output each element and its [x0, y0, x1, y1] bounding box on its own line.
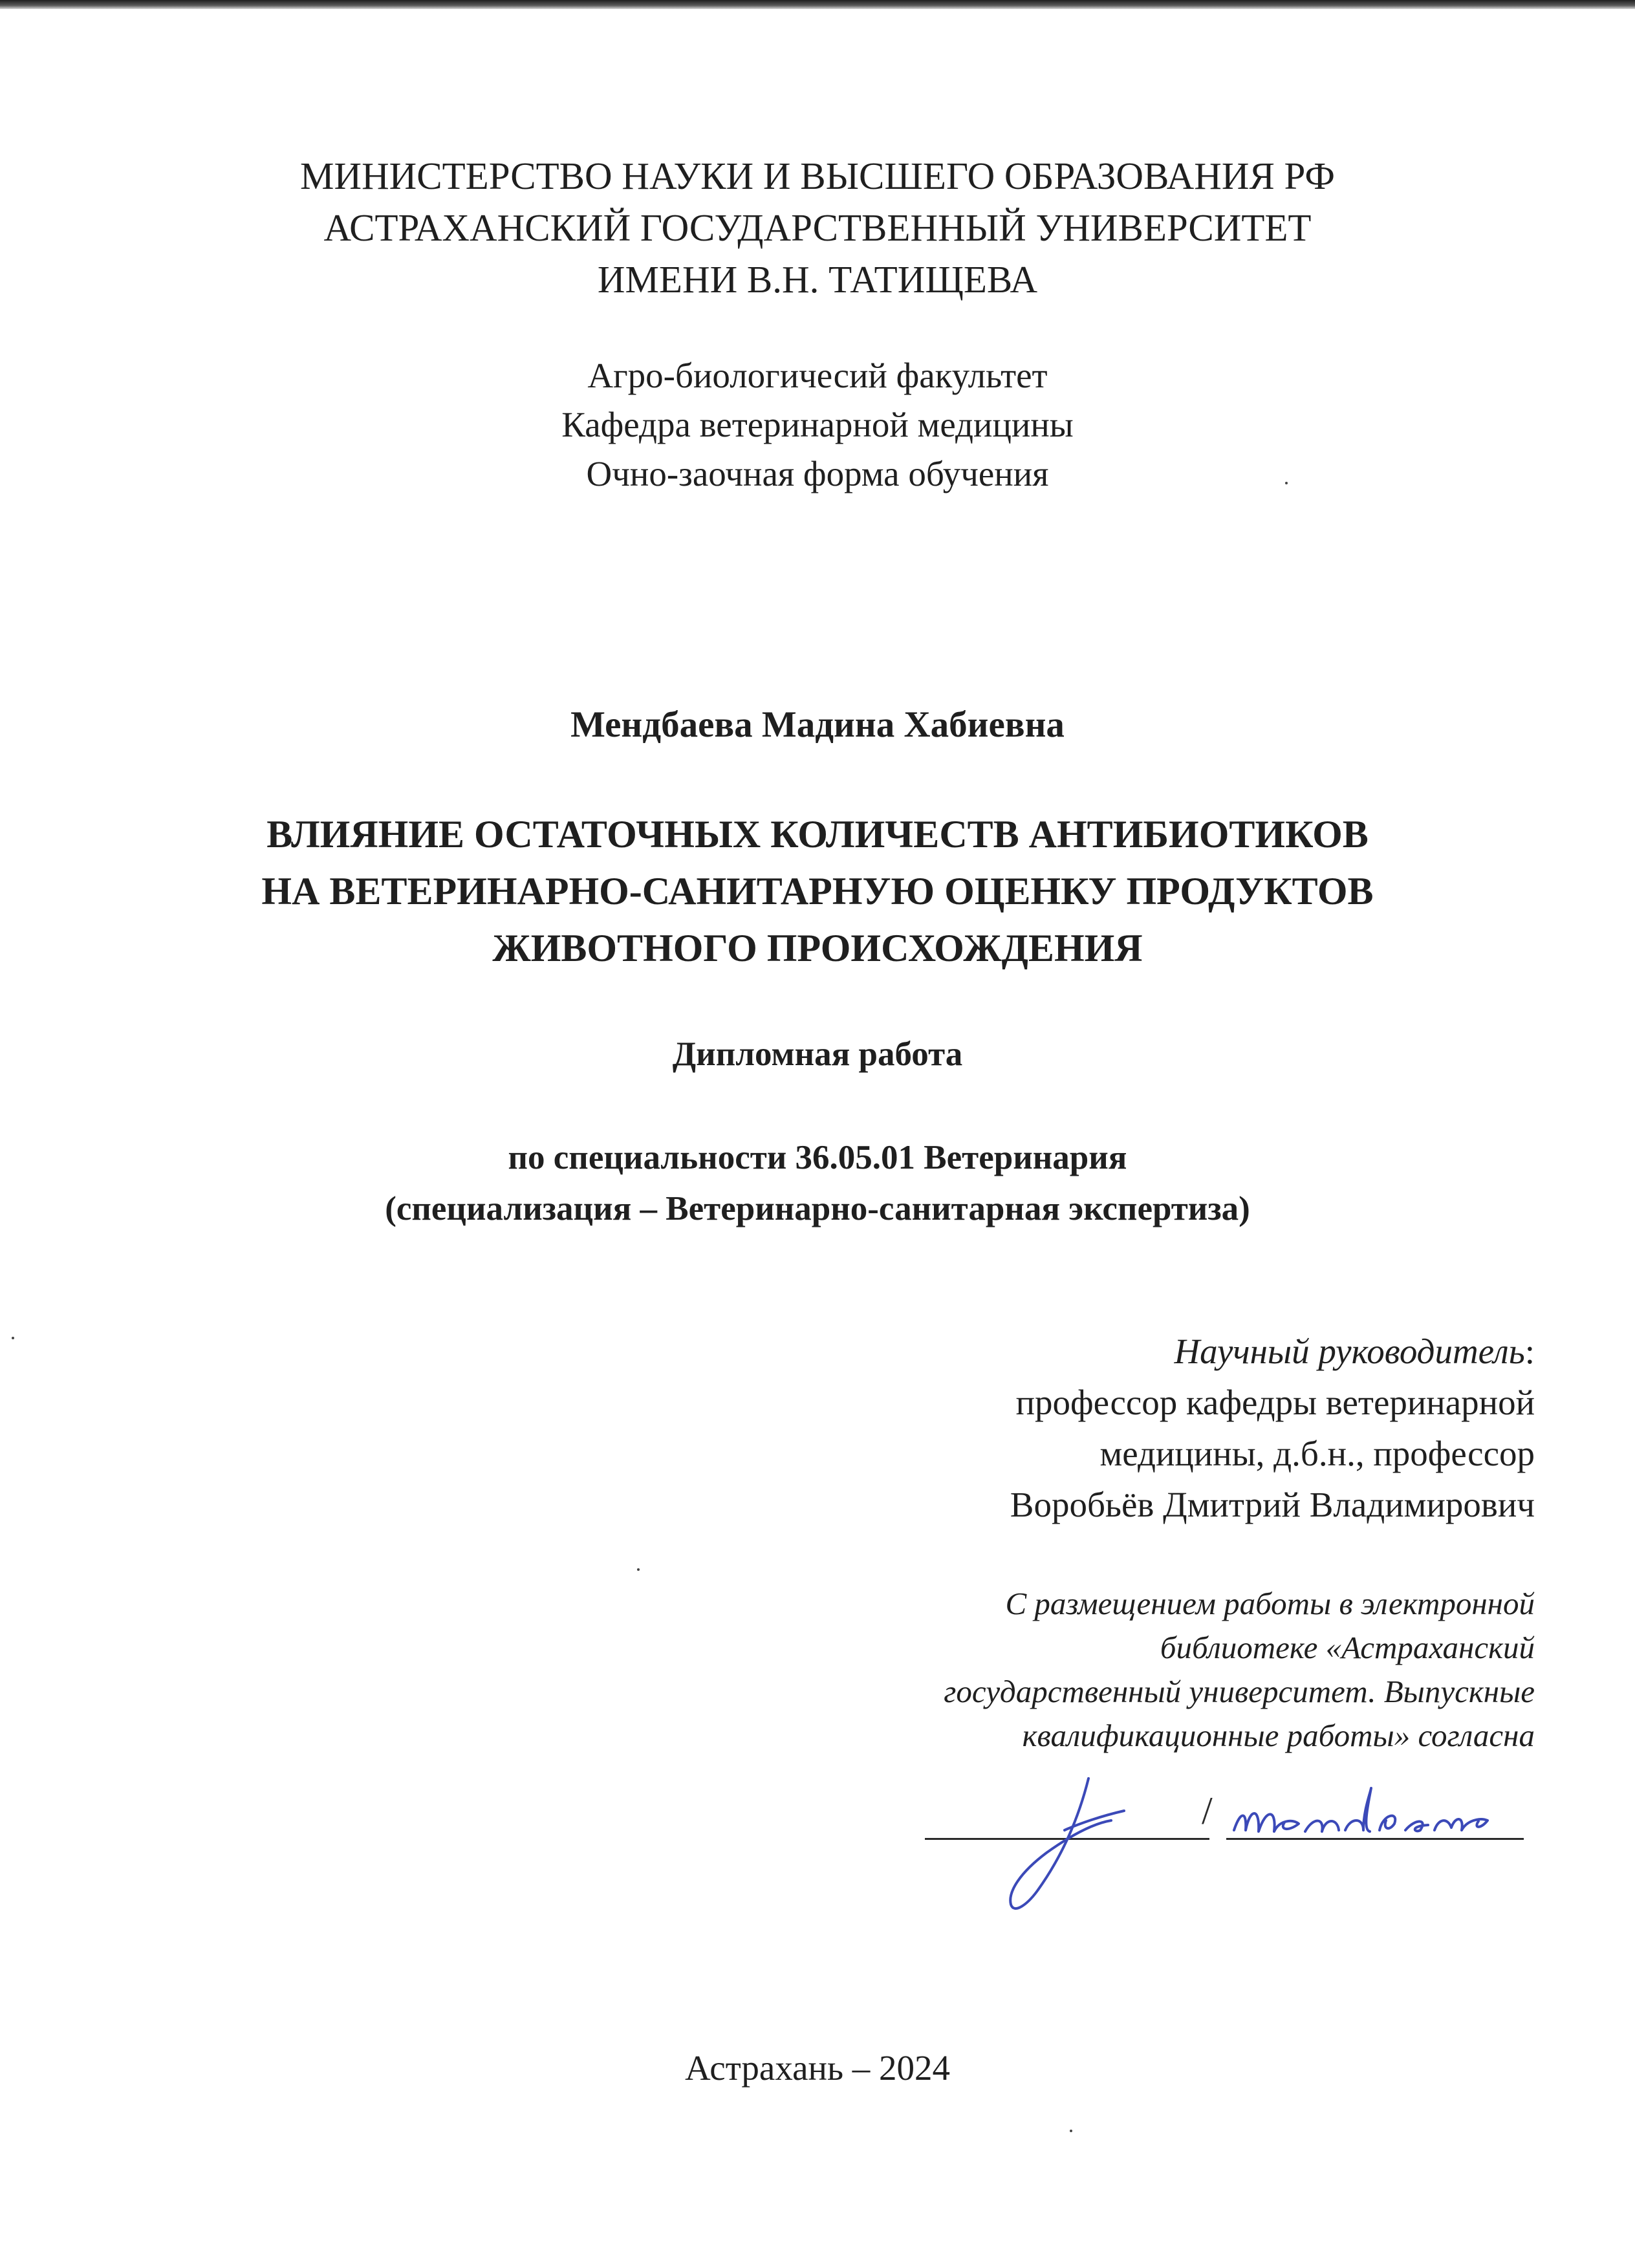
consent-line-3: государственный университет. Выпускные — [944, 1674, 1535, 1709]
scan-top-edge — [0, 0, 1635, 9]
thesis-title-line-3: ЖИВОТНОГО ПРОИСХОЖДЕНИЯ — [492, 927, 1143, 969]
supervisor-position: профессор кафедры ветеринарной — [1015, 1383, 1535, 1422]
specialization-line: (специализация – Ветеринарно-санитарная экспертиза) — [385, 1190, 1250, 1227]
consent-line-2: библиотеке «Астраханский — [1160, 1630, 1535, 1665]
library-consent-block — [944, 1582, 1535, 1758]
study-form: Очно-заочная форма обучения — [586, 454, 1049, 493]
thesis-title — [0, 806, 1635, 977]
city-year: Астрахань – 2024 — [684, 2048, 951, 2088]
specialty-block — [0, 1132, 1635, 1235]
signature-separator: / — [1202, 1789, 1213, 1832]
work-type: Дипломная работа — [672, 1035, 963, 1073]
thesis-title-line-2: НА ВЕТЕРИНАРНО-САНИТАРНУЮ ОЦЕНКУ ПРОДУКТОВ — [261, 870, 1374, 913]
department-name: Кафедра ветеринарной медицины — [561, 405, 1074, 444]
supervisor-heading — [1010, 1326, 1535, 1377]
signature-mark — [1010, 1778, 1124, 1908]
thesis-title-line-1: ВЛИЯНИЕ ОСТАТОЧНЫХ КОЛИЧЕСТВ АНТИБИОТИКОВ — [266, 813, 1369, 856]
supervisor-name: Воробьёв Дмитрий Владимирович — [1010, 1485, 1535, 1524]
specialty-line: по специальности 36.05.01 Ветеринария — [508, 1139, 1127, 1176]
author-name: Мендбаева Мадина Хабиевна — [570, 704, 1065, 745]
supervisor-colon: : — [1524, 1332, 1535, 1371]
supervisor-block — [1010, 1326, 1535, 1530]
supervisor-label: Научный руководитель — [1174, 1332, 1525, 1371]
institution-header — [0, 150, 1635, 305]
handwritten-surname — [1234, 1788, 1488, 1831]
scan-speck — [1070, 2130, 1072, 2132]
supervisor-degree: медицины, д.б.н., профессор — [1099, 1434, 1535, 1473]
consent-line-4: квалификационные работы» согласна — [1022, 1718, 1535, 1753]
signature-area — [917, 1759, 1538, 1914]
scan-speck — [637, 1568, 640, 1571]
faculty-name: Агро-биологичесий факультет — [587, 356, 1048, 395]
consent-line-1: С размещением работы в электронной — [1005, 1586, 1535, 1621]
scan-speck — [12, 1337, 14, 1339]
faculty-block — [0, 351, 1635, 499]
university-line: АСТРАХАНСКИЙ ГОСУДАРСТВЕННЫЙ УНИВЕРСИТЕТ — [323, 206, 1312, 249]
handwritten-signature — [917, 1759, 1538, 1914]
university-name-line: ИМЕНИ В.Н. ТАТИЩЕВА — [597, 258, 1038, 301]
scan-speck — [1285, 482, 1288, 484]
ministry-line: МИНИСТЕРСТВО НАУКИ И ВЫСШЕГО ОБРАЗОВАНИЯ РФ — [300, 155, 1335, 197]
